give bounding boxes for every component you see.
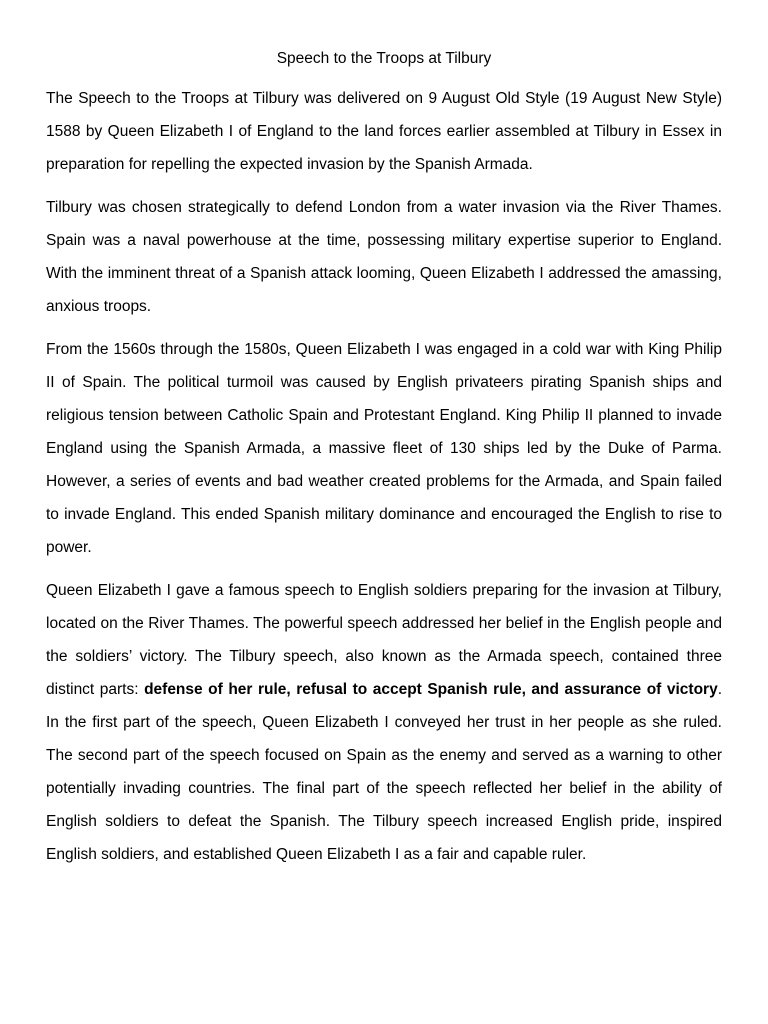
speech-summary-text-before: Queen Elizabeth I gave a famous speech to English soldiers preparing for the invasion at Tilbury, located on the River Thames. The powerful speech addressed her belief in the English people and the soldiers’ victory. The Tilbury speech, also known as the Armada speech, contained three distinct parts: (46, 582, 722, 698)
paragraph-intro: The Speech to the Troops at Tilbury was delivered on 9 August Old Style (19 August New Style) 1588 by Queen Elizabeth I of England to the land forces earlier assembled at Tilbury in Essex in preparation for repelling the expected invasion by the Spanish Armada. (46, 90, 722, 173)
paragraph-tilbury-strategy: Tilbury was chosen strategically to defend London from a water invasion via the River Thames. Spain was a naval powerhouse at the time, possessing military expertise superior to England. With the imminent threat of a Spanish attack looming, Queen Elizabeth I addressed the amassing, anxious troops. (46, 199, 722, 315)
paragraph-cold-war: From the 1560s through the 1580s, Queen Elizabeth I was engaged in a cold war with King Philip II of Spain. The political turmoil was caused by English privateers pirating Spanish ships and religious tension between Catholic Spain and Protestant England. King Philip II planned to invade England using the Spanish Armada, a massive fleet of 130 ships led by the Duke of Parma. However, a series of events and bad weather created problems for the Armada, and Spain failed to invade England. This ended Spanish military dominance and encouraged the English to rise to power. (46, 341, 722, 556)
speech-three-parts-bold: defense of her rule, refusal to accept Spanish rule, and assurance of victory (144, 681, 718, 698)
document-page (46, 46, 722, 881)
document-title: Speech to the Troops at Tilbury (276, 50, 492, 67)
paragraph-speech-summary (46, 574, 722, 871)
speech-summary-text-after: . In the first part of the speech, Queen Elizabeth I conveyed her trust in her people as she ruled. The second part of the speech focused on Spain as the enemy and served as a warning to other potentially invading countries. The final part of the speech reflected her belief in the ability of English soldiers to defeat the Spanish. The Tilbury speech increased English pride, inspired English soldiers, and established Queen Elizabeth I as a fair and capable ruler. (46, 681, 722, 863)
